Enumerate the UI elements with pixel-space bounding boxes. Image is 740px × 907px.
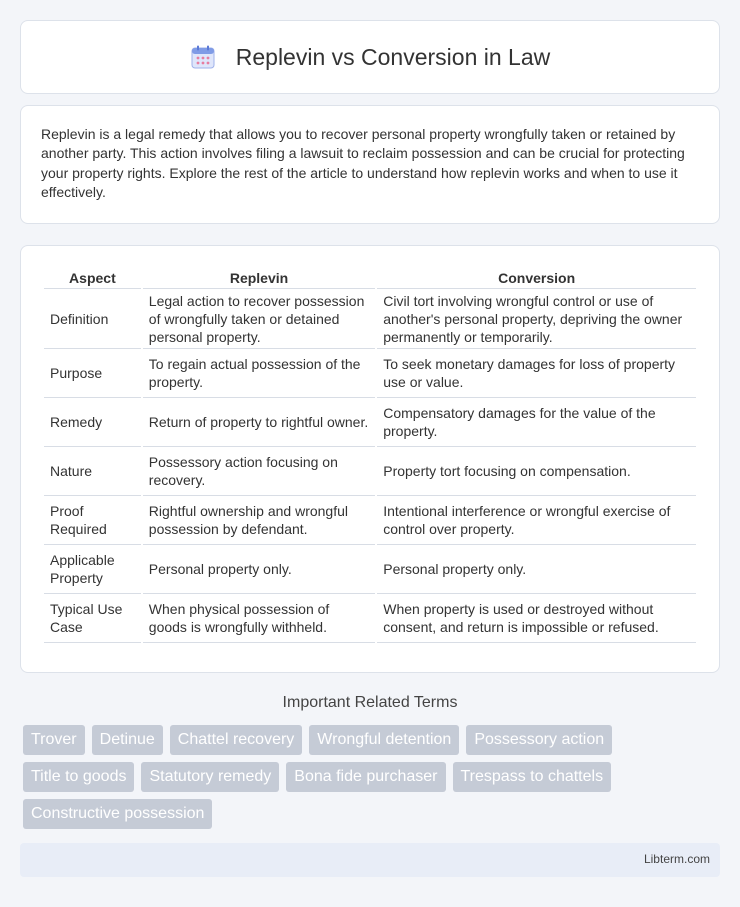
table-row bbox=[44, 545, 696, 594]
cell-aspect: Remedy bbox=[44, 398, 141, 447]
footer-site-link[interactable]: Libterm.com bbox=[643, 852, 710, 866]
cell-replevin: Possessory action focusing on recovery. bbox=[143, 447, 375, 496]
cell-conversion: Intentional interference or wrongful exercise of control over property. bbox=[377, 496, 696, 545]
tag-statutory-remedy[interactable]: Statutory remedy bbox=[141, 762, 279, 792]
cell-conversion: Compensatory damages for the value of the property. bbox=[377, 398, 696, 447]
cell-aspect: Purpose bbox=[44, 349, 141, 398]
cell-replevin: Rightful ownership and wrongful possession by defendant. bbox=[143, 496, 375, 545]
cell-aspect: Nature bbox=[44, 447, 141, 496]
cell-conversion: When property is used or destroyed without consent, and return is impossible or refused. bbox=[377, 594, 696, 643]
cell-replevin: Return of property to rightful owner. bbox=[143, 398, 375, 447]
cell-conversion: Property tort focusing on compensation. bbox=[377, 447, 696, 496]
intro-text: Replevin is a legal remedy that allows you to recover personal property wrongfully taken or retained by another party. This action involves filing a lawsuit to reclaim possession and can be crucial for protecting your property rights. Explore the rest of the article to understand how replevin works and when to use it effectively. bbox=[41, 126, 685, 201]
comparison-table bbox=[42, 266, 698, 643]
calendar-icon bbox=[190, 44, 216, 70]
tag-bona-fide-purchaser[interactable]: Bona fide purchaser bbox=[286, 762, 445, 792]
related-terms-list bbox=[23, 725, 723, 829]
table-row bbox=[44, 349, 696, 398]
cell-replevin: Legal action to recover possession of wrongfully taken or detained personal property. bbox=[143, 289, 375, 349]
header-aspect: Aspect bbox=[44, 266, 141, 289]
tag-possessory-action[interactable]: Possessory action bbox=[466, 725, 612, 755]
cell-replevin: Personal property only. bbox=[143, 545, 375, 594]
table-row bbox=[44, 447, 696, 496]
related-terms-title: Important Related Terms bbox=[282, 694, 458, 711]
tag-title-to-goods[interactable]: Title to goods bbox=[23, 762, 134, 792]
tag-wrongful-detention[interactable]: Wrongful detention bbox=[309, 725, 459, 755]
footer bbox=[20, 843, 720, 877]
tag-detinue[interactable]: Detinue bbox=[92, 725, 163, 755]
header-replevin: Replevin bbox=[143, 266, 375, 289]
cell-aspect: Applicable Property bbox=[44, 545, 141, 594]
cell-aspect: Typical Use Case bbox=[44, 594, 141, 643]
intro-card bbox=[20, 105, 720, 224]
cell-aspect: Proof Required bbox=[44, 496, 141, 545]
table-row bbox=[44, 594, 696, 643]
page-title: Replevin vs Conversion in Law bbox=[235, 43, 551, 70]
header-conversion: Conversion bbox=[377, 266, 696, 289]
comparison-card bbox=[20, 245, 720, 673]
cell-conversion: Personal property only. bbox=[377, 545, 696, 594]
title-card bbox=[20, 20, 720, 94]
cell-replevin: When physical possession of goods is wrongfully withheld. bbox=[143, 594, 375, 643]
cell-aspect: Definition bbox=[44, 289, 141, 349]
cell-conversion: Civil tort involving wrongful control or use of another's personal property, depriving the owner permanently or temporarily. bbox=[377, 289, 696, 349]
table-row bbox=[44, 398, 696, 447]
cell-conversion: To seek monetary damages for loss of property use or value. bbox=[377, 349, 696, 398]
tag-chattel-recovery[interactable]: Chattel recovery bbox=[170, 725, 303, 755]
table-row bbox=[44, 496, 696, 545]
tag-trover[interactable]: Trover bbox=[23, 725, 85, 755]
table-row bbox=[44, 289, 696, 349]
tag-constructive-possession[interactable]: Constructive possession bbox=[23, 799, 212, 829]
tag-trespass-to-chattels[interactable]: Trespass to chattels bbox=[453, 762, 612, 792]
table-header-row bbox=[44, 266, 696, 289]
cell-replevin: To regain actual possession of the property. bbox=[143, 349, 375, 398]
